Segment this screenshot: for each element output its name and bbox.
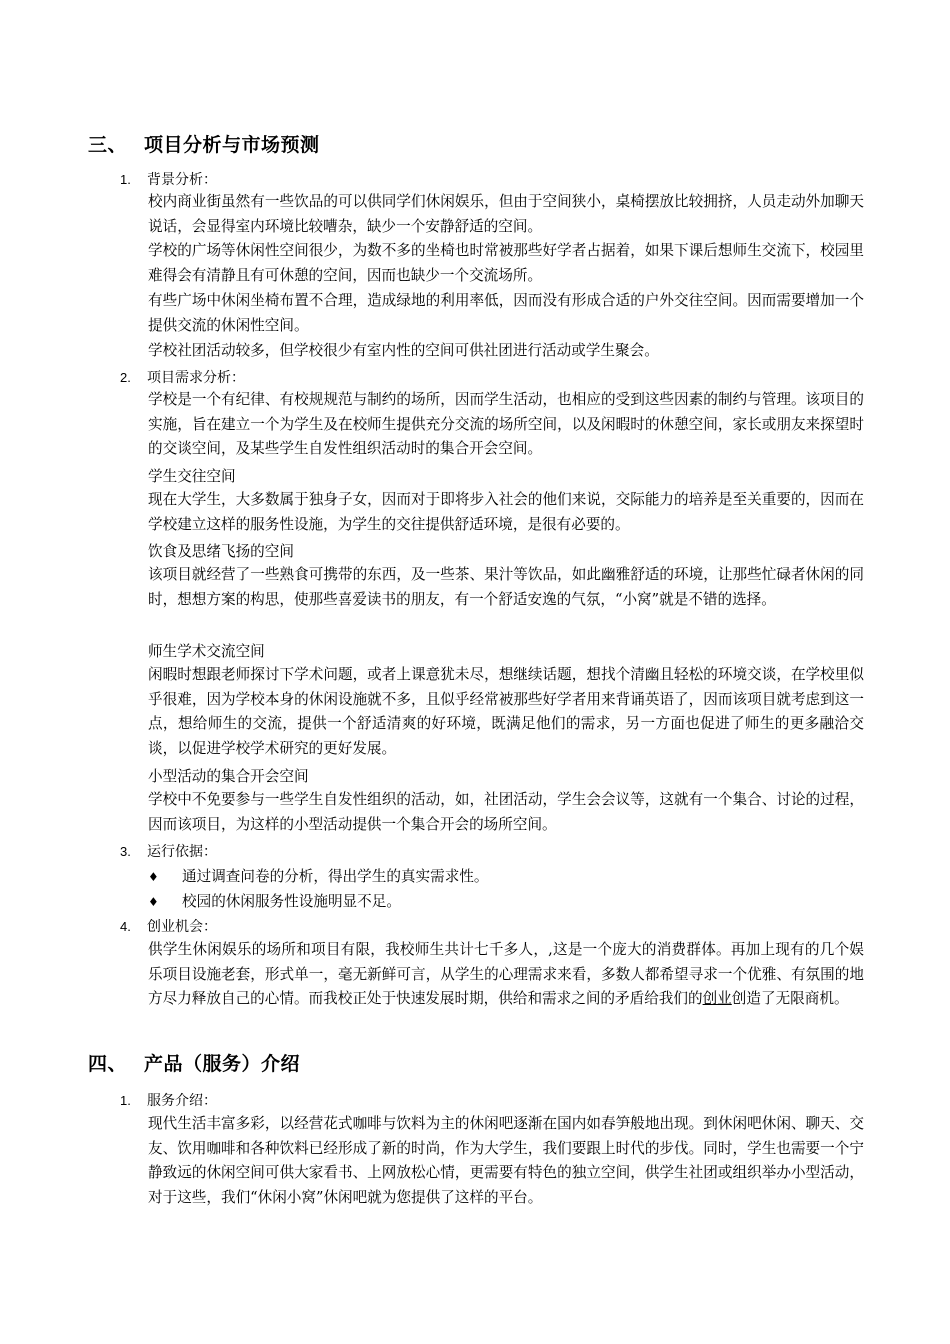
- list-number: 1.: [120, 172, 131, 187]
- paragraph: 学校社团活动较多，但学校很少有室内性的空间可供社团进行活动或学生聚会。: [148, 342, 659, 359]
- list-item-1: [120, 169, 217, 189]
- list-item-1: [120, 1090, 217, 1110]
- subheading: 饮食及思绪飞扬的空间: [148, 543, 294, 560]
- text-run: 创造了无限商机。: [731, 990, 849, 1008]
- section-4-heading: [88, 1049, 300, 1076]
- paragraph: 现在大学生，大多数属于独身子女，因而对于即将步入社会的他们来说，交际能力的培养是至关重要的，因而在学校建立这样的服务性设施，为学生的交往提供舒适环境，是很有必要的。: [148, 491, 864, 533]
- list-item-2: [120, 367, 245, 387]
- paragraph: 校内商业街虽然有一些饮品的可以供同学们休闲娱乐，但由于空间狭小，桌椅摆放比较拥挤，人员走动外加聊天说话，会显得室内环境比较嘈杂，缺少一个安静舒适的空间。: [148, 193, 864, 235]
- paragraph: 学校中不免要参与一些学生自发性组织的活动，如，社团活动，学生会会议等，这就有一个集合、讨论的过程，因而该项目，为这样的小型活动提供一个集合开会的场所空间。: [148, 791, 864, 833]
- paragraph: 学校的广场等休闲性空间很少，为数不多的坐椅也时常被那些好学者占据着，如果下课后想师生交流下，校园里难得会有清静且有可休憩的空间，因而也缺少一个交流场所。: [148, 242, 864, 284]
- list-number: 3.: [120, 844, 131, 859]
- subheading: 学生交往空间: [148, 468, 236, 485]
- bullet-text: 校园的休闲服务性设施明显不足。: [182, 893, 401, 910]
- list-number: 2.: [120, 370, 131, 385]
- list-item-4: [120, 916, 217, 936]
- list-number: 1.: [120, 1093, 131, 1108]
- list-label: 服务介绍：: [147, 1093, 217, 1109]
- paragraph: 闲暇时想跟老师探讨下学术问题，或者上课意犹未尽，想继续话题，想找个清幽且轻松的环境交谈，在学校里似乎很难，因为学校本身的休闲设施就不多，且似乎经常被那些好学者用来背诵英语了，因而该项目就考虑到这一点，想给师生的交流，提供一个舒适清爽的好环境，既满足他们的需求，另一方面也促进了师生的更多融洽交谈，以促进学校学术研究的更好发展。: [148, 666, 864, 757]
- section-title: 产品（服务）介绍: [144, 1053, 301, 1075]
- underlined-text: 创业: [702, 990, 732, 1008]
- bullet-text: 通过调查问卷的分析，得出学生的真实需求性。: [182, 868, 489, 885]
- list-item-3: [120, 841, 217, 861]
- list-number: 4.: [120, 919, 131, 934]
- section-title: 项目分析与市场预测: [144, 134, 320, 156]
- bullet-item: [148, 865, 488, 886]
- paragraph: 学校是一个有纪律、有校规规范与制约的场所，因而学生活动，也相应的受到这些因素的制约与管理。该项目的实施，旨在建立一个为学生及在校师生提供充分交流的场所空间，以及闲暇时的休憩空间，家长或朋友来探望时的交谈空间，及某些学生自发性组织活动时的集合开会空间。: [148, 391, 864, 458]
- paragraph: 该项目就经营了一些熟食可携带的东西，及一些茶、果汁等饮品，如此幽雅舒适的环境，让那些忙碌者休闲的同时，想想方案的构思，使那些喜爱读书的朋友，有一个舒适安逸的气氛，“小窝”就是不错的选择。: [148, 566, 864, 608]
- paragraph: 有些广场中休闲坐椅布置不合理，造成绿地的利用率低，因而没有形成合适的户外交往空间。因而需要增加一个提供交流的休闲性空间。: [148, 292, 864, 334]
- paragraph: 现代生活丰富多彩，以经营花式咖啡与饮料为主的休闲吧逐渐在国内如春笋般地出现。到休闲吧休闲、聊天、交友、饮用咖啡和各种饮料已经形成了新的时尚，作为大学生，我们要跟上时代的步伐。同时，学生也需要一个宁静致远的休闲空间可供大家看书、上网放松心情，更需要有特色的独立空间，供学生社团或组织举办小型活动，对于这些，我们“休闲小窝”休闲吧就为您提供了这样的平台。: [148, 1115, 864, 1206]
- diamond-bullet-icon: ♦: [148, 895, 159, 909]
- subheading: 师生学术交流空间: [148, 643, 265, 660]
- paragraph: [148, 938, 864, 1012]
- list-label: 创业机会：: [147, 919, 217, 935]
- list-label: 项目需求分析：: [147, 370, 245, 386]
- list-label: 运行依据：: [147, 844, 217, 860]
- subheading: 小型活动的集合开会空间: [148, 768, 309, 785]
- diamond-bullet-icon: ♦: [148, 870, 159, 884]
- list-label: 背景分析：: [147, 172, 217, 188]
- section-number: 三、: [88, 134, 128, 156]
- section-3-heading: [88, 130, 320, 157]
- bullet-item: [148, 890, 401, 911]
- section-number: 四、: [88, 1053, 128, 1075]
- text-run: 供学生休闲娱乐的场所和项目有限，我校师生共计七千多人，,这是一个庞大的消费群体。再加上现有的几个娱乐项目设施老套，形式单一，毫无新鲜可言，从学生的心理需求来看，多数人都希望寻求一个优雅、有氛围的地方尽力释放自己的心情。而我校正处于快速发展时期，供给和需求之间的矛盾给我们的: [148, 941, 864, 1008]
